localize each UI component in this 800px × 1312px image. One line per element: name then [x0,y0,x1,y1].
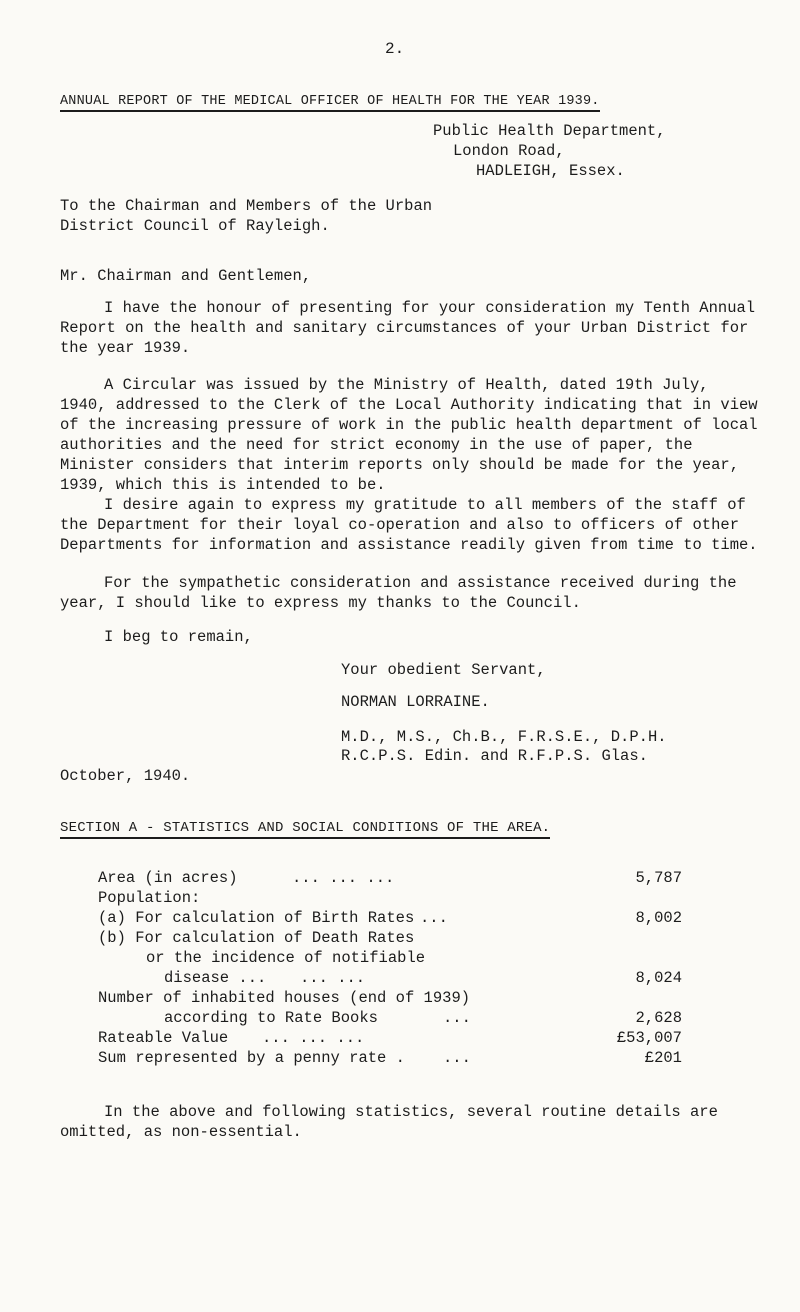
stat-value-disease: 8,024 [635,969,682,987]
stat-label-rateable-value: Rateable Value [98,1029,229,1047]
paragraph-intro: I have the honour of presenting for your consideration my Tenth Annual Report on the health and sanitary circumstances of your Urban District for the year 1939. [60,299,756,357]
stat-value-penny-rate: £201 [644,1049,682,1067]
salutation: Mr. Chairman and Gentlemen, [60,267,312,285]
stat-label-death-rates: (b) For calculation of Death Rates [98,929,415,947]
stat-value-area: 5,787 [635,869,682,887]
stat-label-rate-books: according to Rate Books [164,1009,378,1027]
stat-label-birth-rates: (a) For calculation of Birth Rates [98,909,415,927]
addressee-line-1: To the Chairman and Members of the Urban [60,197,433,215]
address-line-3: HADLEIGH, Essex. [476,162,625,180]
paragraph-gratitude: I desire again to express my gratitude to all members of the staff of the Department for their loyal co-operation and also to officers of other Departments for information and assistance readily given from time to time. [60,496,758,554]
stat-label-death-rates-cont: or the incidence of notifiable [146,949,426,967]
stat-dots-rate-books: ... [443,1009,471,1027]
stat-dots-birth-rates: ... [420,909,448,927]
paragraph-thanks: For the sympathetic consideration and assistance received during the year, I should like to express my thanks to the Council. [60,574,737,612]
stat-value-houses: 2,628 [635,1009,682,1027]
stat-dots-penny-rate: ... [443,1049,471,1067]
addressee-line-2: District Council of Rayleigh. [60,217,330,235]
address-line-2: London Road, [453,142,565,160]
stat-label-penny-rate: Sum represented by a penny rate . [98,1049,405,1067]
paragraph-circular: A Circular was issued by the Ministry of Health, dated 19th July, 1940, addressed to the Clerk of the Local Authority indicating that in view of the increasing pressure of work in the public health department of local authorities and the need for strict economy in the use of paper, the Minister considers that interim reports only should be made for the year, 1939, which this is intended to be. [60,376,758,494]
signatory-qualifications-1: M.D., M.S., Ch.B., F.R.S.E., D.P.H. [341,728,667,746]
stat-dots-area: ... ... ... [292,869,395,887]
signatory-name: NORMAN LORRAINE. [341,693,490,711]
page-number: 2. [385,40,405,58]
report-title: ANNUAL REPORT OF THE MEDICAL OFFICER OF HEALTH FOR THE YEAR 1939. [60,94,600,112]
stat-label-houses: Number of inhabited houses (end of 1939) [98,989,471,1007]
address-line-1: Public Health Department, [433,122,666,140]
stat-label-disease: disease ... [164,969,267,987]
stat-label-area: Area (in acres) [98,869,238,887]
footnote-paragraph: In the above and following statistics, several routine details are omitted, as non-essential. [60,1103,718,1141]
stat-dots-rateable-value: ... ... ... [262,1029,365,1047]
signatory-qualifications-2: R.C.P.S. Edin. and R.F.P.S. Glas. [341,747,648,765]
closing-servant: Your obedient Servant, [341,661,546,679]
report-date: October, 1940. [60,767,191,785]
stat-dots-disease: ... ... [300,969,366,987]
section-a-title: SECTION A - STATISTICS AND SOCIAL CONDITIONS OF THE AREA. [60,820,550,839]
stat-label-population: Population: [98,889,201,907]
stat-value-rateable-value: £53,007 [616,1029,682,1047]
stat-value-birth-rates: 8,002 [635,909,682,927]
closing-remain: I beg to remain, [104,628,253,646]
